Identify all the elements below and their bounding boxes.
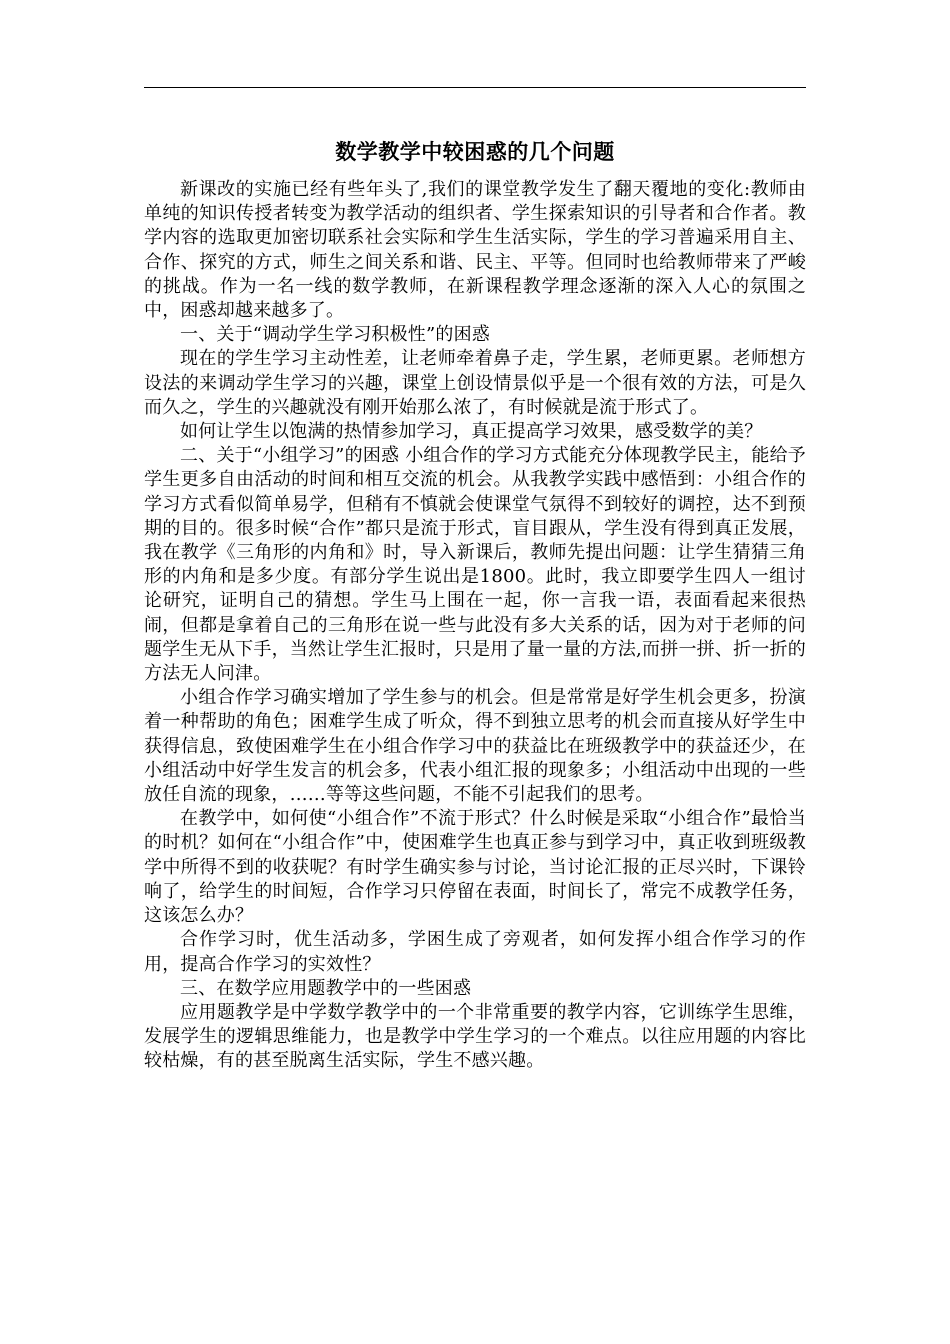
paragraph-group-effectiveness: 合作学习时，优生活动多，学困生成了旁观者，如何发挥小组合作学习的作用，提高合作学习的实效性？ [144, 929, 806, 975]
section-heading-1: 一、关于“调动学生学习积极性”的困惑 [180, 324, 491, 346]
paragraph-motivation-question: 如何让学生以饱满的热情参加学习，真正提高学习效果，感受数学的美？ [180, 421, 763, 443]
paragraph-motivation: 现在的学生学习主动性差，让老师牵着鼻子走，学生累，老师更累。老师想方设法的来调动学生学习的兴趣，课堂上创设情景似乎是一个很有效的方法，可是久而久之，学生的兴趣就没有刚开始那么浓了，有时候就是流于形式了。 [144, 348, 806, 418]
paragraph-intro: 新课改的实施已经有些年头了,我们的课堂教学发生了翻天覆地的变化:教师由单纯的知识传授者转变为教学活动的组织者、学生探索知识的引导者和合作者。教学内容的选取更加密切联系社会实际和学生生活实际，学生的学习普遍采用自主、合作、探究的方式，师生之间关系和谐、民主、平等。但同时也给教师带来了严峻的挑战。作为一名一线的数学教师，在新课程教学理念逐渐的深入人心的氛围之中，困惑却越来越多了。 [144, 179, 806, 322]
paragraph-word-problems: 应用题教学是中学数学教学中的一个非常重要的教学内容，它训练学生思维，发展学生的逻辑思维能力，也是教学中学生学习的一个难点。以往应用题的内容比较枯燥，有的甚至脱离生活实际，学生不感兴趣。 [144, 1001, 806, 1072]
document-body [144, 132, 806, 1074]
document-title: 数学教学中较困惑的几个问题 [335, 140, 615, 164]
header-rule [144, 87, 806, 88]
paragraph-group-questions: 在教学中，如何使“小组合作”不流于形式？什么时候是采取“小组合作”最恰当的时机？如何在“小组合作”中，使困难学生也真正参与到学习中，真正收到班级教学中所得不到的收获呢？有时学生确实参与讨论，当讨论汇报的正尽兴时，下课铃响了，给学生的时间短，合作学习只停留在表面，时间长了，常完不成教学任务，这该怎么办？ [144, 808, 806, 927]
paragraph-group-participation: 小组合作学习确实增加了学生参与的机会。但是常常是好学生机会更多，扮演着一种帮助的角色；困难学生成了听众，得不到独立思考的机会而直接从好学生中获得信息，致使困难学生在小组合作学习中的获益比在班级教学中的获益还少，在小组活动中好学生发言的机会多，代表小组汇报的现象多；小组活动中出现的一些放任自流的现象，……等等这些问题，不能不引起我们的思考。 [144, 687, 806, 806]
section-heading-2-paragraph: 二、关于“小组学习”的困惑 小组合作的学习方式能充分体现教学民主，能给予学生更多自由活动的时间和相互交流的机会。从我教学实践中感悟到：小组合作的学习方式看似简单易学，但稍有不慎就会使课堂气氛得不到较好的调控，达不到预期的目的。很多时候“合作”都只是流于形式，盲目跟从，学生没有得到真正发展，我在教学《三角形的内角和》时，导入新课后，教师先提出问题：让学生猜猜三角形的内角和是多少度。有部分学生说出是1800。此时，我立即要学生四人一组讨论研究，证明自己的猜想。学生马上围在一起，你一言我一语，表面看起来很热闹，但都是拿着自己的三角形在说一些与此没有多大关系的话，因为对于老师的问题学生无从下手，当然让学生汇报时，只是用了量一量的方法,而拼一拼、折一折的方法无人问津。 [144, 445, 806, 685]
section-heading-3: 三、在数学应用题教学中的一些困惑 [180, 977, 472, 999]
